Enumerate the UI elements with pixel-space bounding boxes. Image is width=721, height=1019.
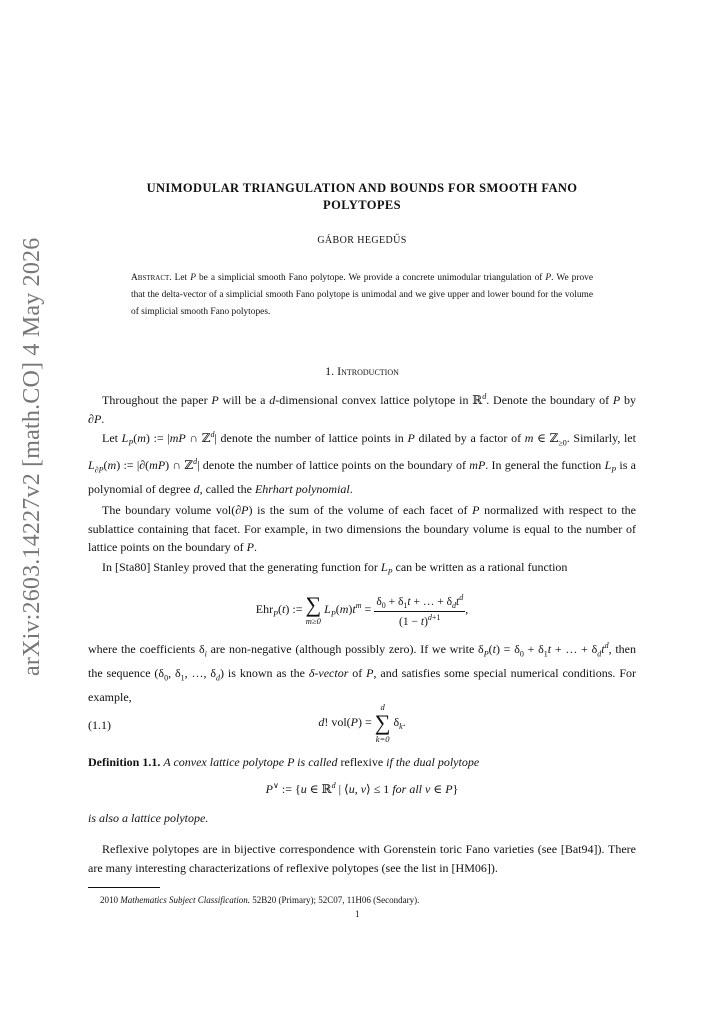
footnote: [100, 895, 419, 905]
section-heading: [88, 364, 636, 379]
section-title: Introduction: [337, 364, 399, 378]
paragraph-6: Reflexive polytopes are in bijective correspondence with Gorenstein toric Fano varieties (see [Bat94]). There are many interesting characterizations of reflexive polytopes (see the list in [HM06]).: [88, 842, 636, 875]
equation-number: (1.1): [88, 718, 111, 732]
footnote-codes: 52B20 (Primary); 52C07, 11H06 (Secondary).: [252, 895, 420, 905]
page-number: 1: [355, 909, 360, 919]
equation-ehrhart: Ehr$_P$(t) := ∑ m≥0 $L_P(m)t^m$ = $\frac{\delta_0 + \delta_1t + \dots + \delta_dt^d}{(1 - t)^{d+1}}$ ,: [255, 592, 469, 628]
abstract: Abstract. Let P be a simplicial smooth Fano polytope. We provide a concrete unimodular triangulation of P. We prove that the delta-vector of a simplicial smooth Fano polytope is unimodal and we give upper and lower bound for the volume of simplicial smooth Fano polytopes.: [131, 273, 593, 317]
paragraph-1: Throughout the paper P will be a d-dimensional convex lattice polytope in ℝ$^d$. Denote the boundary of P by ∂P.: [88, 392, 637, 426]
definition-label: Definition 1.1.: [88, 755, 161, 769]
paragraph-5: where the coefficients $\delta_i$ are non-negative (although possibly zero). If we write $\delta_P(t) = \delta_0 + \delta_1t$ + … + $\delta_dt^d$, then the sequence ($\delta_0$, $\delta_1$, …, $\delta_d$) is known as the δ-vector of P, and satisfies some special numerical conditions. For example,: [88, 641, 637, 704]
paper-title: [88, 180, 636, 214]
equation-dual-polytope: P∨ := {u ∈ ℝ$^d$ | ⟨u, v⟩ ≤ 1 for all v ∈ P}: [265, 781, 459, 796]
section-number: 1.: [325, 364, 335, 378]
footnote-msc-label: Mathematics Subject Classification.: [120, 895, 250, 905]
paragraph-4: In [Sta80] Stanley proved that the generating function for $L_P$ can be written as a rational function: [102, 560, 568, 577]
definition-tail: is also a lattice polytope.: [88, 811, 209, 825]
equation-volume: d! vol(P) = d ∑ k=0 $\delta_k$.: [318, 702, 406, 744]
footnote-year: 2010: [100, 895, 118, 905]
author: GÁBOR HEGEDŰS: [317, 235, 407, 246]
paragraph-2: Let $L_P(m)$ := |mP ∩ ℤ$^d$| denote the number of lattice points in P dilated by a factor of m ∈ ℤ$_{\ge 0}$. Similarly, let $L_{\partial P}(m)$ := |∂(mP) ∩ ℤ$^d$| denote the number of lattice points on the boundary of mP. In general the function $L_P$ is a polynomial of degree d, called the Ehrhart polynomial.: [88, 430, 636, 496]
arxiv-side-stamp: arXiv:2603.14227v2 [math.CO] 4 May 2026: [19, 237, 45, 676]
footnote-rule: [88, 887, 160, 888]
abstract-label: Abstract.: [131, 273, 172, 283]
title-line-1: UNIMODULAR TRIANGULATION AND BOUNDS FOR SMOOTH FANO: [146, 181, 578, 195]
paragraph-3: The boundary volume vol(∂P) is the sum of the volume of each facet of P normalized with respect to the sublattice containing that facet. For example, in two dimensions the boundary volume is equal to the number of lattice points on the boundary of P.: [88, 503, 637, 554]
definition-1-1: Definition 1.1. A convex lattice polytope P is called reflexive if the dual polytope: [88, 755, 480, 769]
title-line-2: POLYTOPES: [323, 198, 401, 212]
